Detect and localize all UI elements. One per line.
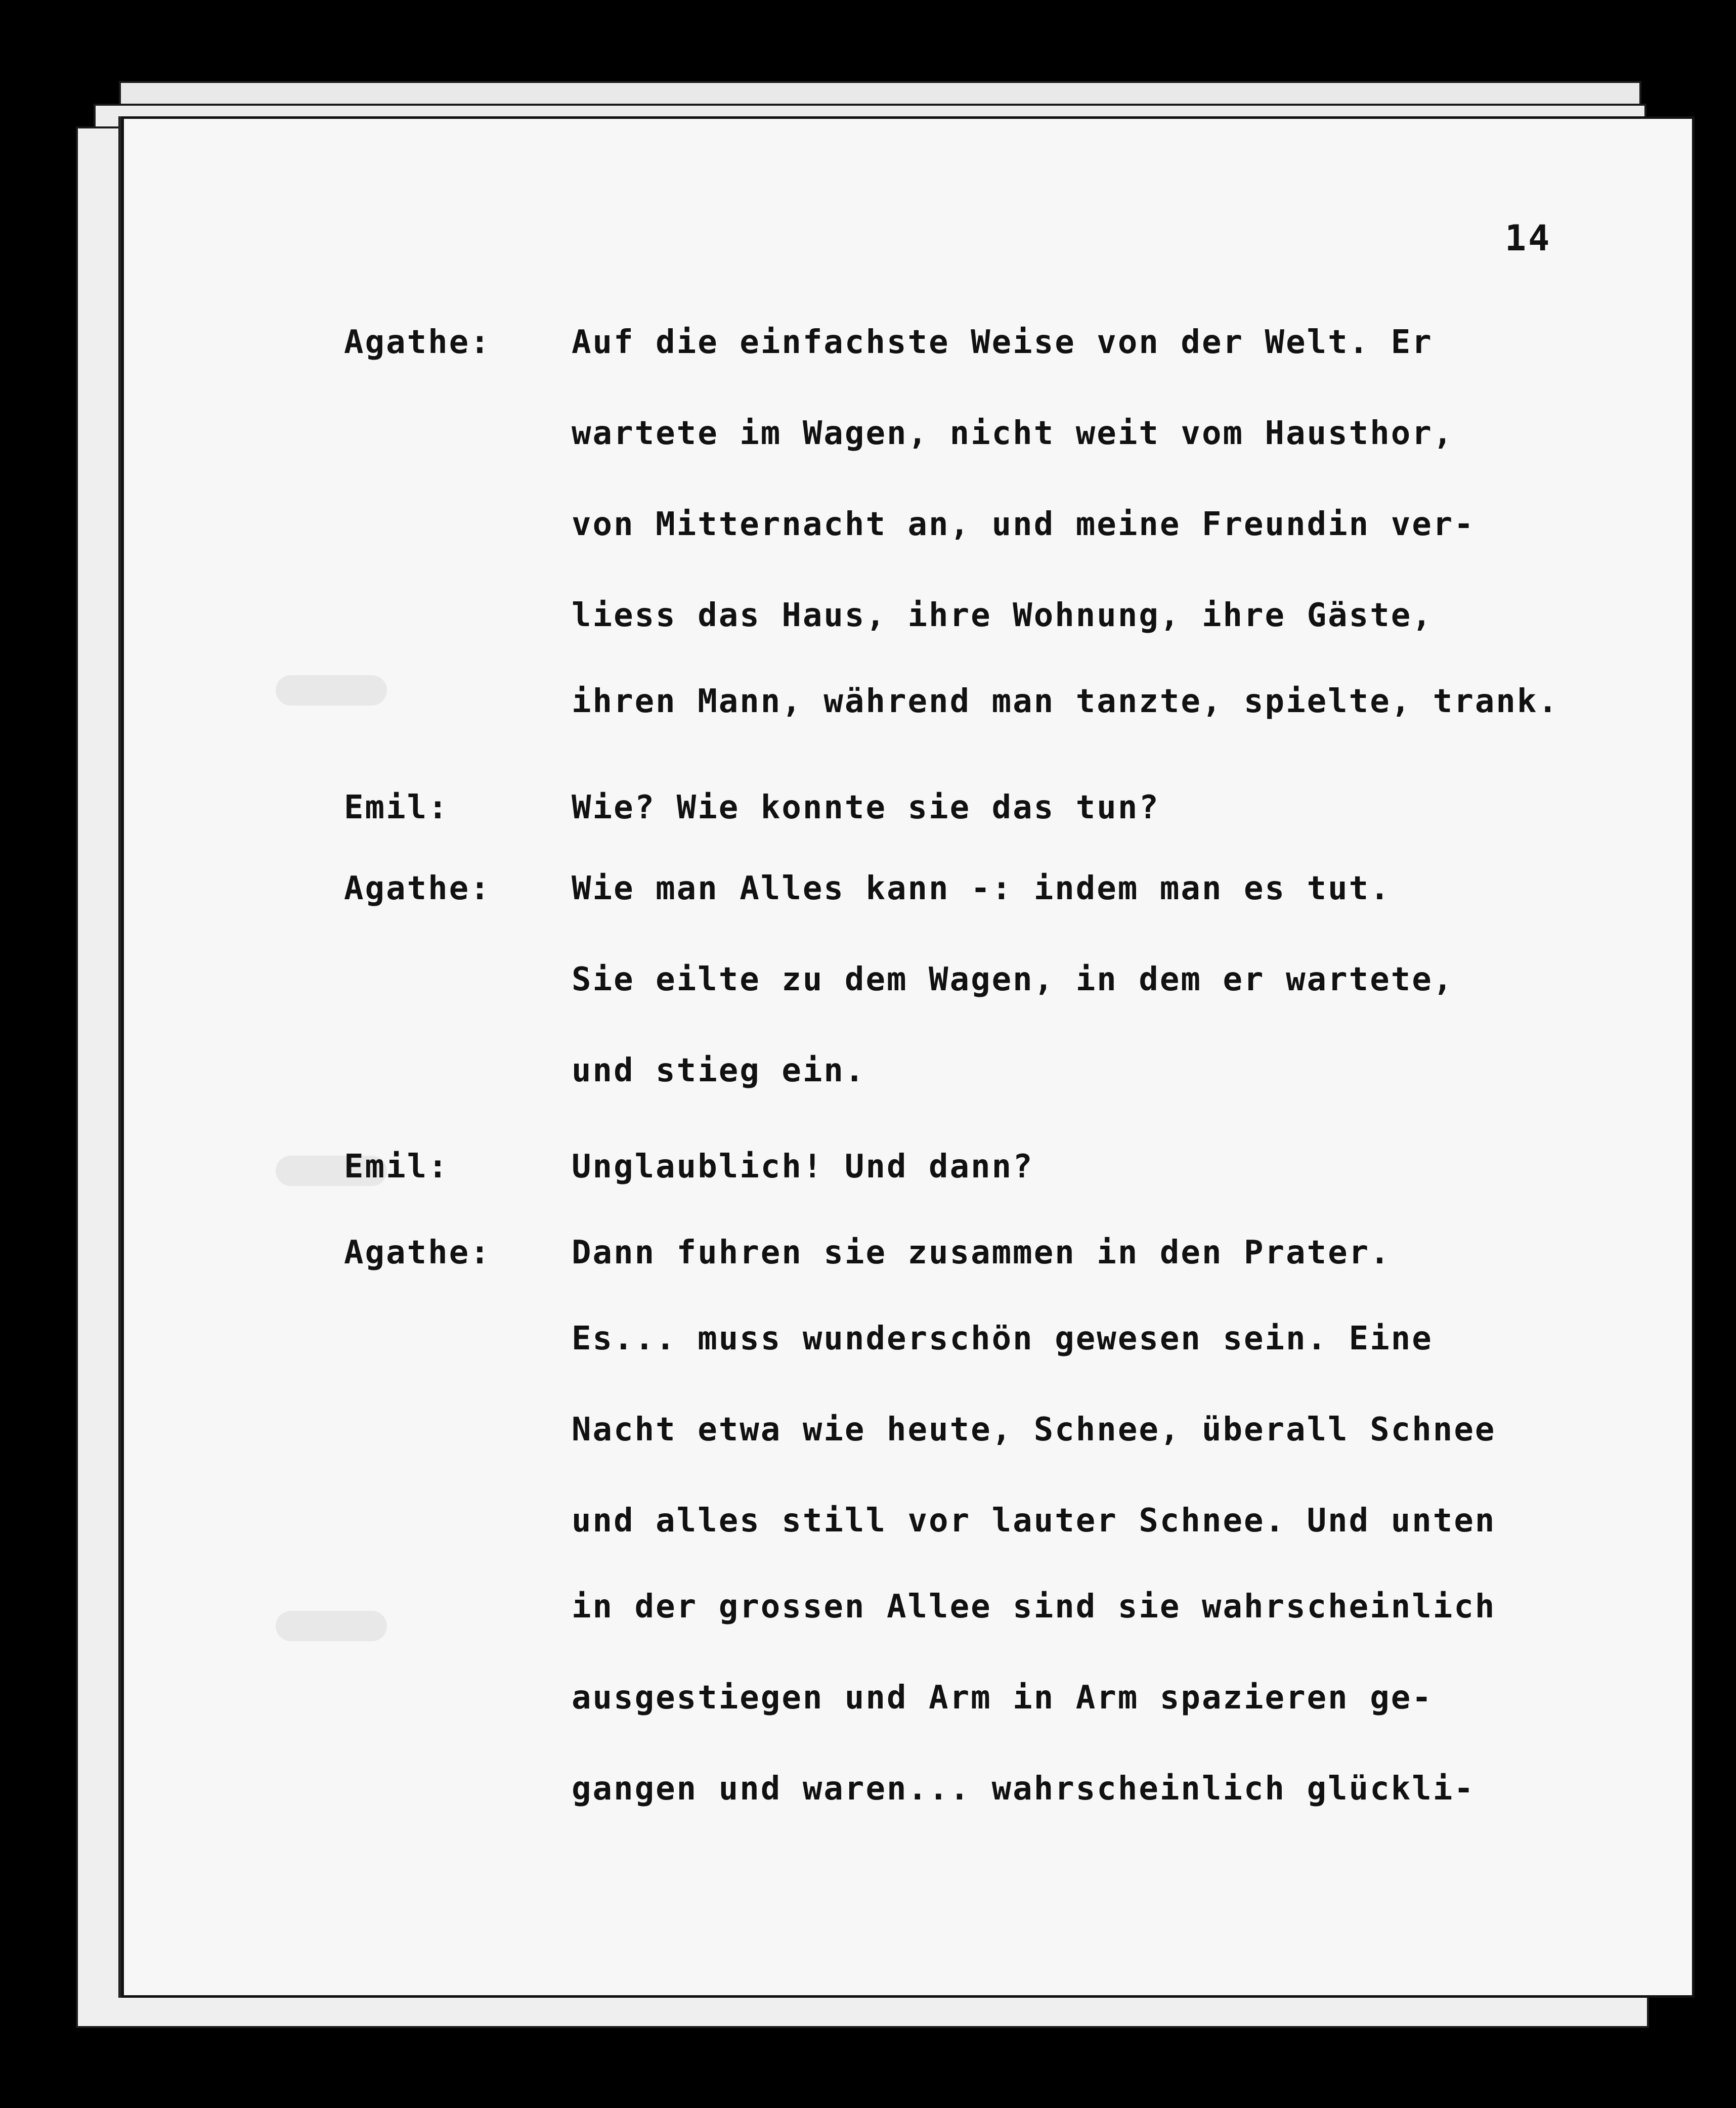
dialogue-line: [0, 324, 1736, 379]
line-text: Es... muss wunderschön gewesen sein. Eine: [572, 1320, 1433, 1357]
speaker-name: Emil:: [344, 1148, 449, 1185]
dialogue-line: [0, 1234, 1736, 1290]
dialogue-line: [0, 1148, 1736, 1204]
dialogue-line: [0, 597, 1736, 652]
dialogue-line: [0, 1052, 1736, 1108]
page-number: 14: [1505, 217, 1552, 259]
line-text: von Mitternacht an, und meine Freundin ver-: [572, 506, 1475, 543]
dialogue-line: [0, 506, 1736, 561]
dialogue-line: [0, 789, 1736, 845]
line-text: in der grossen Allee sind sie wahrscheinlich: [572, 1588, 1496, 1626]
speaker-name: Agathe:: [344, 1234, 491, 1271]
line-text: Wie? Wie konnte sie das tun?: [572, 789, 1160, 826]
line-text: Dann fuhren sie zusammen in den Prater.: [572, 1234, 1391, 1271]
dialogue-line: [0, 1770, 1736, 1826]
dialogue-line: [0, 1502, 1736, 1558]
line-text: Auf die einfachste Weise von der Welt. Er: [572, 324, 1433, 361]
dialogue-line: [0, 870, 1736, 926]
line-text: und alles still vor lauter Schnee. Und unten: [572, 1502, 1496, 1540]
dialogue-line: [0, 683, 1736, 738]
speaker-name: Agathe:: [344, 870, 491, 907]
dialogue-line: [0, 1588, 1736, 1644]
line-text: und stieg ein.: [572, 1052, 866, 1089]
dialogue-line: [0, 1411, 1736, 1467]
line-text: Unglaublich! Und dann?: [572, 1148, 1034, 1185]
dialogue-line: [0, 961, 1736, 1017]
line-text: wartete im Wagen, nicht weit vom Hausthor,: [572, 415, 1454, 452]
line-text: Wie man Alles kann -: indem man es tut.: [572, 870, 1391, 907]
line-text: gangen und waren... wahrscheinlich glückli-: [572, 1770, 1475, 1808]
speaker-name: Emil:: [344, 789, 449, 826]
line-text: liess das Haus, ihre Wohnung, ihre Gäste,: [572, 597, 1433, 634]
dialogue-line: [0, 415, 1736, 470]
dialogue-line: [0, 1320, 1736, 1376]
line-text: ihren Mann, während man tanzte, spielte, trank.: [572, 683, 1559, 720]
line-text: ausgestiegen und Arm in Arm spazieren ge-: [572, 1679, 1433, 1717]
dialogue-line: [0, 1679, 1736, 1735]
line-text: Sie eilte zu dem Wagen, in dem er wartete,: [572, 961, 1454, 998]
line-text: Nacht etwa wie heute, Schnee, überall Schnee: [572, 1411, 1496, 1448]
speaker-name: Agathe:: [344, 324, 491, 361]
